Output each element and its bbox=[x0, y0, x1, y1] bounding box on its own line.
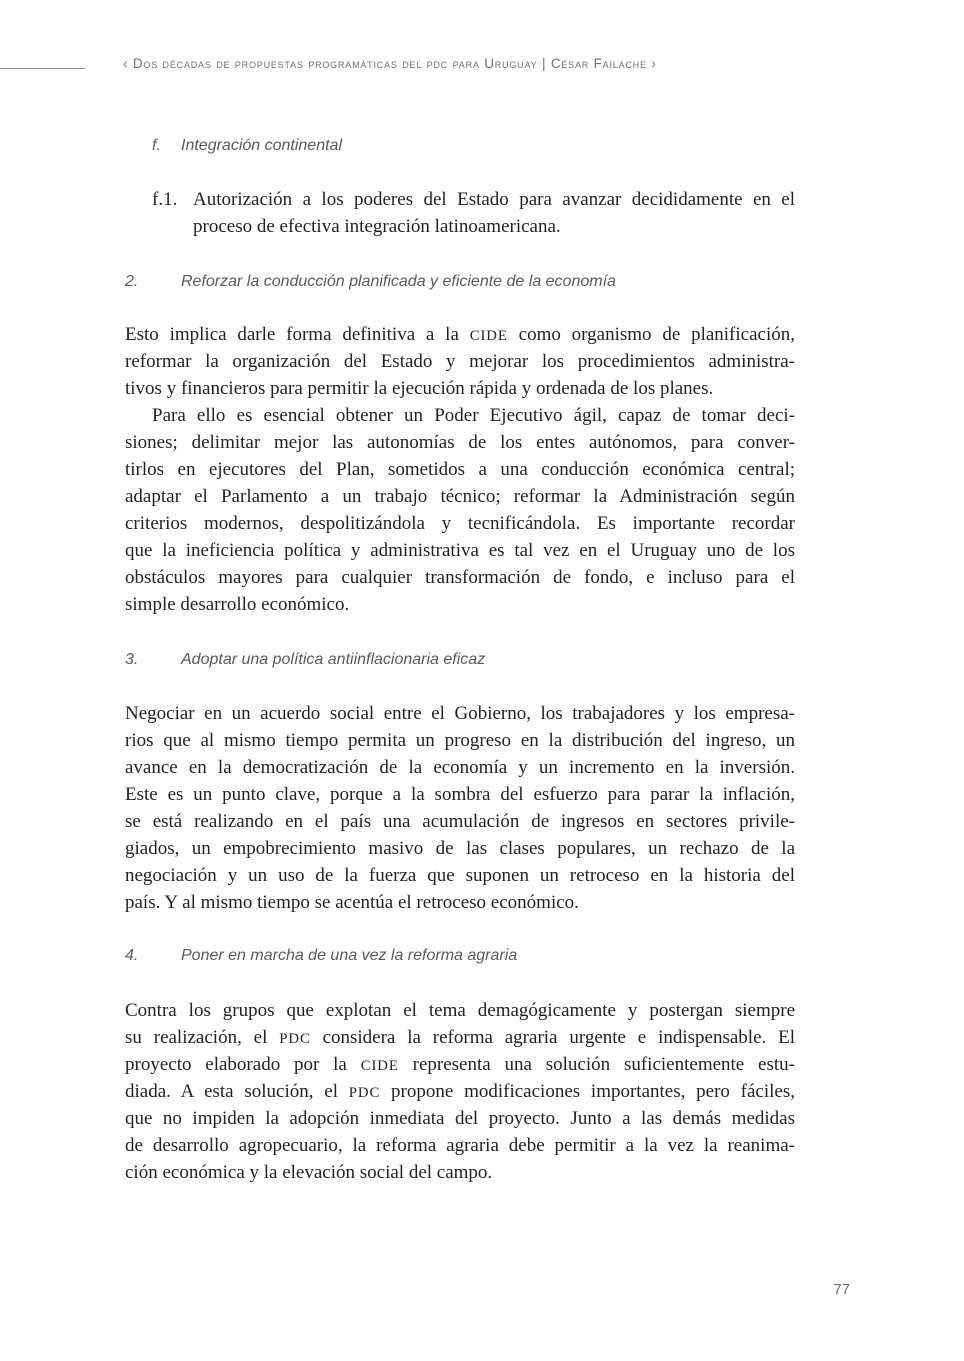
page-number: 77 bbox=[833, 1281, 850, 1298]
text-line: avance en la democratización de la economía y un incremento en la inversión. bbox=[125, 757, 795, 778]
item-text bbox=[193, 186, 795, 240]
acronym: CIDE bbox=[360, 1058, 399, 1074]
text-line: tirlos en ejecutores del Plan, sometidos a una conducción económica central; bbox=[125, 459, 795, 480]
text-line: Para ello es esencial obtener un Poder Ejecutivo ágil, capaz de tomar deci- bbox=[152, 405, 795, 426]
running-header: ‹ Dos décadas de propuestas programáticas del pdc para Uruguay | César Failache › bbox=[123, 56, 657, 71]
text-line: criterios modernos, despolitizándola y tecnificándola. Es importante recordar bbox=[125, 513, 795, 534]
paragraph bbox=[125, 321, 795, 402]
section-heading-3 bbox=[0, 646, 964, 673]
acronym: PDC bbox=[279, 1031, 311, 1047]
paragraph bbox=[125, 700, 795, 916]
heading-number: 4. bbox=[125, 947, 139, 964]
text-line: proceso de efectiva integración latinoamericana. bbox=[193, 216, 561, 237]
section-heading-2 bbox=[0, 268, 964, 295]
heading-title: Reforzar la conducción planificada y eficiente de la economía bbox=[181, 273, 616, 290]
header-rule bbox=[0, 68, 85, 69]
section-heading-f bbox=[0, 132, 964, 159]
section-heading-4 bbox=[0, 942, 964, 969]
text-line: ción económica y la elevación social del campo. bbox=[125, 1162, 493, 1183]
text-line: su realización, el PDC considera la reforma agraria urgente e indispensable. El bbox=[125, 1027, 795, 1048]
text-line: se está realizando en el país una acumulación de ingresos en sectores privile- bbox=[125, 811, 795, 832]
text-line: siones; delimitar mejor las autonomías de los entes autónomos, para conver- bbox=[125, 432, 795, 453]
text-line: rios que al mismo tiempo permita un progreso en la distribución del ingreso, un bbox=[125, 730, 795, 751]
text-line: tivos y financieros para permitir la ejecución rápida y ordenada de los planes. bbox=[125, 378, 714, 399]
text-line: que no impiden la adopción inmediata del proyecto. Junto a las demás medidas bbox=[125, 1108, 795, 1129]
text-line: obstáculos mayores para cualquier transformación de fondo, e incluso para el bbox=[125, 567, 795, 588]
item-number: f.1. bbox=[152, 189, 178, 210]
text-line: Esto implica darle forma definitiva a la CIDE como organismo de planificación, bbox=[125, 324, 795, 345]
acronym: PDC bbox=[348, 1085, 381, 1101]
text-line: negociación y un uso de la fuerza que suponen un retroceso en la historia del bbox=[125, 865, 795, 886]
acronym: CIDE bbox=[469, 328, 508, 344]
heading-number: 2. bbox=[125, 273, 139, 290]
text-line: país. Y al mismo tiempo se acentúa el retroceso económico. bbox=[125, 892, 579, 913]
text-line: diada. A esta solución, el PDC propone modificaciones importantes, pero fáciles, bbox=[125, 1081, 796, 1102]
text-line: reformar la organización del Estado y mejorar los procedimientos administra- bbox=[125, 351, 795, 372]
section-3-body bbox=[125, 700, 795, 916]
text-line: Este es un punto clave, porque a la sombra del esfuerzo para parar la inflación, bbox=[125, 784, 795, 805]
text-line: que la ineficiencia política y administrativa es tal vez en el Uruguay uno de los bbox=[125, 540, 795, 561]
heading-title: Poner en marcha de una vez la reforma agraria bbox=[181, 947, 518, 964]
text-line: Contra los grupos que explotan el tema demagógicamente y postergan siempre bbox=[125, 1000, 795, 1021]
heading-title: Adoptar una política antiinflacionaria eficaz bbox=[181, 651, 486, 668]
paragraph bbox=[125, 402, 795, 618]
paragraph bbox=[125, 997, 795, 1186]
heading-number: 3. bbox=[125, 651, 139, 668]
text-line: Autorización a los poderes del Estado para avanzar decididamente en el bbox=[193, 189, 795, 210]
text-line: Negociar en un acuerdo social entre el Gobierno, los trabajadores y los empresa- bbox=[125, 703, 795, 724]
text-line: adaptar el Parlamento a un trabajo técnico; reformar la Administración según bbox=[125, 486, 795, 507]
text-line: giados, un empobrecimiento masivo de las clases populares, un rechazo de la bbox=[125, 838, 795, 859]
text-line: proyecto elaborado por la CIDE representa una solución suficientemente estu- bbox=[125, 1054, 795, 1075]
text-line: simple desarrollo económico. bbox=[125, 594, 350, 615]
heading-title: Integración continental bbox=[181, 137, 342, 154]
section-4-body bbox=[125, 997, 795, 1186]
text-line: de desarrollo agropecuario, la reforma agraria debe permitir a la vez la reanima- bbox=[125, 1135, 795, 1156]
heading-number: f. bbox=[152, 137, 161, 154]
section-2-body bbox=[125, 321, 795, 618]
